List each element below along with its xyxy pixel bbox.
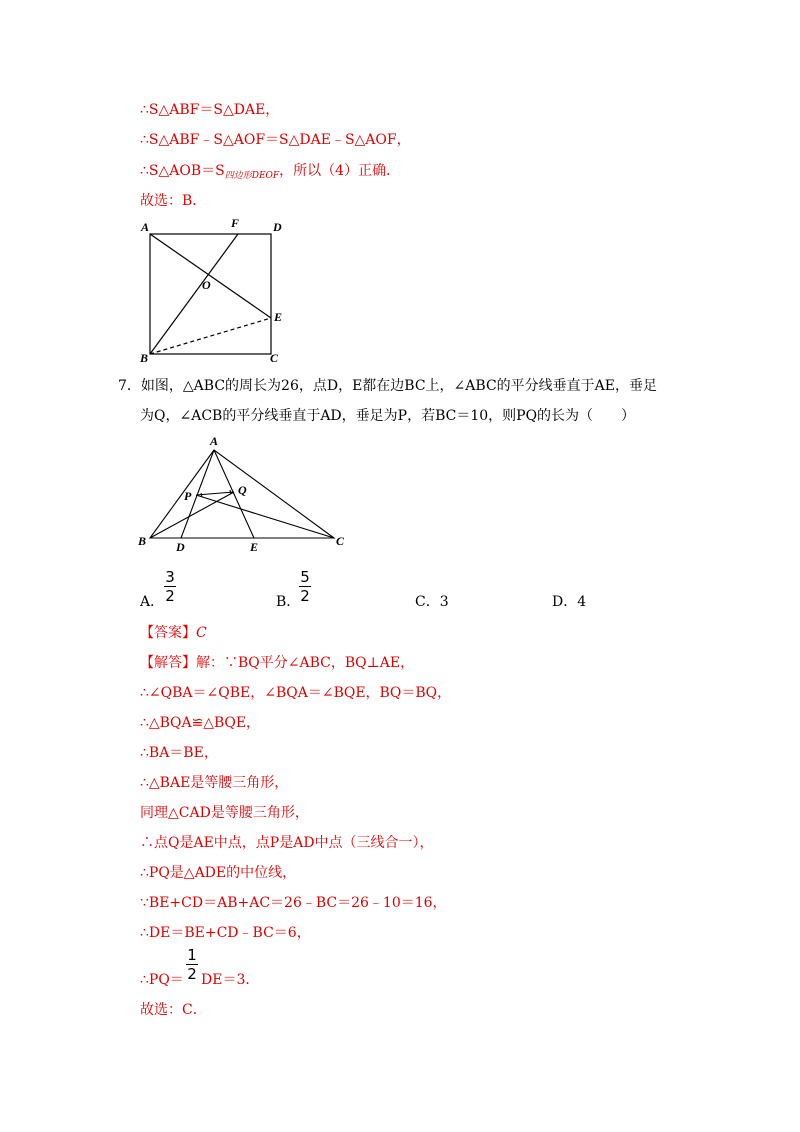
solution-line-3-b: ，所以（4）正确． <box>279 163 401 179</box>
fig1-label-b: B <box>140 351 149 364</box>
solution-step-6: ∴点Q是AE中点，点P是AD中点（三线合一）， <box>140 835 434 851</box>
solution-step-11: 故选：C． <box>140 1002 207 1018</box>
option-d: D．4 <box>552 594 587 610</box>
fig2-label-q: Q <box>238 483 247 497</box>
fig1-label-o: O <box>202 278 211 292</box>
answer-value: C <box>196 625 207 641</box>
option-b-numerator: 5 <box>300 568 310 586</box>
fig2-label-p: P <box>184 489 192 503</box>
option-b-fraction <box>299 569 311 604</box>
triangle-figure <box>136 432 356 554</box>
solution-tag: 【解答】 <box>140 655 196 671</box>
option-a-fraction <box>164 569 176 604</box>
fig1-label-e: E <box>274 310 283 324</box>
solution-line-1: ∴S△ABF＝S△DAE， <box>140 102 280 118</box>
solution-fraction <box>186 947 198 982</box>
fig2-label-c: C <box>336 534 345 548</box>
solution-step-0-text: 解：∵BQ平分∠ABC，BQ⊥AE， <box>196 655 415 671</box>
fig2-label-a: A <box>210 434 219 448</box>
solution-line-4: 故选：B． <box>140 193 207 209</box>
quadrilateral-subscript: 四边形DEOF <box>224 171 280 181</box>
solution-step-0 <box>140 653 414 673</box>
solution-fraction-numerator: 1 <box>187 946 197 964</box>
question-line-1: 7．如图，△ABC的周长为26，点D，E都在边BC上，∠ABC的平分线垂直于AE，垂足 <box>118 378 657 394</box>
fig1-label-a: A <box>141 220 150 234</box>
option-a-label: A． <box>140 594 165 610</box>
solution-step-8: ∵BE+CD＝AB+AC＝26﹣BC＝26﹣10＝16， <box>140 895 447 911</box>
fig2-label-d: D <box>176 540 185 554</box>
option-b-label: B． <box>276 594 301 610</box>
solution-step-2: ∴△BQA≌△BQE， <box>140 715 261 731</box>
solution-step-1: ∴∠QBA＝∠QBE，∠BQA＝∠BQE，BQ＝BQ， <box>140 685 452 701</box>
solution-fraction-denominator: 2 <box>187 965 197 983</box>
fig1-label-f: F <box>231 216 240 230</box>
fig2-label-b: B <box>138 534 147 548</box>
option-a-numerator: 3 <box>165 568 175 586</box>
option-b-denominator: 2 <box>300 587 310 605</box>
solution-step-9: ∴DE＝BE+CD﹣BC＝6， <box>140 925 311 941</box>
option-c: C．3 <box>415 594 449 610</box>
solution-step-3: ∴BA＝BE， <box>140 745 218 761</box>
solution-step-7: ∴PQ是△ADE的中位线， <box>140 865 297 881</box>
fig1-label-d: D <box>273 220 282 234</box>
square-figure <box>138 214 298 364</box>
solution-line-3-a: ∴S△AOB＝S <box>140 163 225 179</box>
solution-step-5: 同理△CAD是等腰三角形， <box>140 805 309 821</box>
solution-step-10-b: DE＝3． <box>201 972 260 988</box>
fig2-label-e: E <box>250 540 259 554</box>
solution-line-2: ∴S△ABF﹣S△AOF＝S△DAE﹣S△AOF， <box>140 132 411 148</box>
solution-step-4: ∴△BAE是等腰三角形， <box>140 775 289 791</box>
option-a-denominator: 2 <box>165 587 175 605</box>
answer-tag: 【答案】 <box>140 625 196 641</box>
solution-step-10-a: ∴PQ＝ <box>140 972 184 988</box>
solution-line-3 <box>140 161 400 186</box>
question-line-2: 为Q，∠ACB的平分线垂直于AD，垂足为P，若BC＝10，则PQ的长为（ ） <box>140 408 636 424</box>
answer-line <box>140 623 207 643</box>
fig1-label-c: C <box>270 351 279 364</box>
